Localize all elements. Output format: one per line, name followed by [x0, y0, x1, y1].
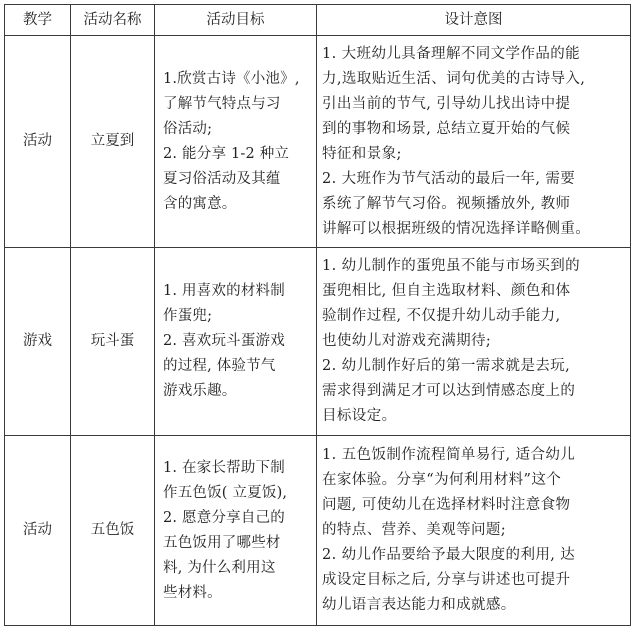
intent-line: 的特点、营养、美观等问题;	[322, 522, 507, 538]
goals-cell	[155, 436, 317, 626]
table-row	[5, 36, 631, 248]
goal-line: 些材料。	[163, 584, 222, 601]
intent-line: 引出当前的节气, 引导幼儿找出诗中提	[322, 95, 571, 112]
goal-line: 1. 在家长帮助下制	[163, 459, 285, 476]
intent-line: 1. 五色饭制作流程简单易行, 适合幼儿	[322, 447, 576, 463]
goals-cell	[155, 36, 317, 248]
intent-line: 讲解可以根据班级的情况选择详略侧重。	[322, 220, 591, 237]
intent-cell	[317, 436, 631, 626]
intent-line: 系统了解节气习俗。视频播放外, 教师	[322, 195, 571, 212]
goals-cell	[155, 248, 317, 436]
goal-line: 作蛋兜;	[163, 308, 213, 324]
table-row	[5, 248, 631, 436]
intent-line: 特征和景象;	[322, 145, 402, 162]
table-row	[5, 436, 631, 626]
intent-line: 2. 幼儿制作好后的第一需求就是去玩,	[322, 358, 571, 374]
intent-line: 1. 大班幼儿具备理解不同文学作品的能	[322, 45, 581, 62]
intent-line: 1. 幼儿制作的蛋兜虽不能与市场买到的	[322, 258, 581, 274]
goal-line: 1.欣赏古诗《小池》,	[163, 70, 300, 87]
goal-line: 2. 能分享 1-2 种立	[163, 145, 290, 162]
intent-line: 成设定目标之后, 分享与讲述也可提升	[322, 572, 571, 588]
goal-line: 俗活动;	[163, 120, 213, 137]
goal-line: 2. 愿意分享自己的	[163, 509, 285, 526]
goal-line: 的过程, 体验节气	[163, 358, 276, 374]
intent-line: 在家体验。分享“为何利用材料”这个	[322, 472, 562, 488]
goal-line: 料, 为什么利用这	[163, 559, 276, 576]
intent-line: 需求得到满足才可以达到情感态度上的	[322, 383, 576, 399]
activity-name-cell: 立夏到	[71, 36, 155, 248]
header-category: 教学	[5, 5, 71, 36]
category-cell: 活动	[5, 36, 71, 248]
goal-line: 游戏乐趣。	[163, 383, 237, 399]
goal-line: 2. 喜欢玩斗蛋游戏	[163, 333, 285, 349]
goal-line: 作五色饭( 立夏饭),	[163, 484, 288, 501]
intent-cell	[317, 248, 631, 436]
intent-line: 2. 大班作为节气活动的最后一年, 需要	[322, 170, 576, 187]
intent-line: 目标设定。	[322, 408, 397, 424]
intent-line: 力,选取贴近生活、词句优美的古诗导入,	[322, 70, 586, 87]
goal-line: 了解节气特点与习	[163, 95, 281, 112]
activity-name-cell: 玩斗蛋	[71, 248, 155, 436]
goal-line: 夏习俗活动及其蕴	[163, 170, 281, 187]
intent-line: 问题, 可使幼儿在选择材料时注意食物	[322, 497, 571, 513]
goal-line: 含的寓意。	[163, 195, 237, 212]
header-activity-goal: 活动目标	[155, 5, 317, 36]
goal-line: 五色饭用了哪些材	[163, 534, 281, 551]
intent-line: 2. 幼儿作品要给予最大限度的利用, 达	[322, 547, 576, 563]
category-cell: 游戏	[5, 248, 71, 436]
intent-line: 蛋兜相比, 但自主选取材料、颜色和体	[322, 283, 571, 299]
header-activity-name: 活动名称	[71, 5, 155, 36]
intent-cell	[317, 36, 631, 248]
activity-name-cell: 五色饭	[71, 436, 155, 626]
header-row	[5, 5, 631, 36]
intent-line: 也使幼儿对游戏充满期待;	[322, 333, 492, 349]
intent-line: 验制作过程, 不仅提升幼儿动手能力,	[322, 308, 561, 324]
category-cell: 活动	[5, 436, 71, 626]
intent-line: 到的事物和场景, 总结立夏开始的气候	[322, 120, 571, 137]
design-table	[4, 4, 631, 626]
goal-line: 1. 用喜欢的材料制	[163, 283, 285, 299]
intent-line: 幼儿语言表达能力和成就感。	[322, 597, 516, 613]
header-design-intent: 设计意图	[317, 5, 631, 36]
